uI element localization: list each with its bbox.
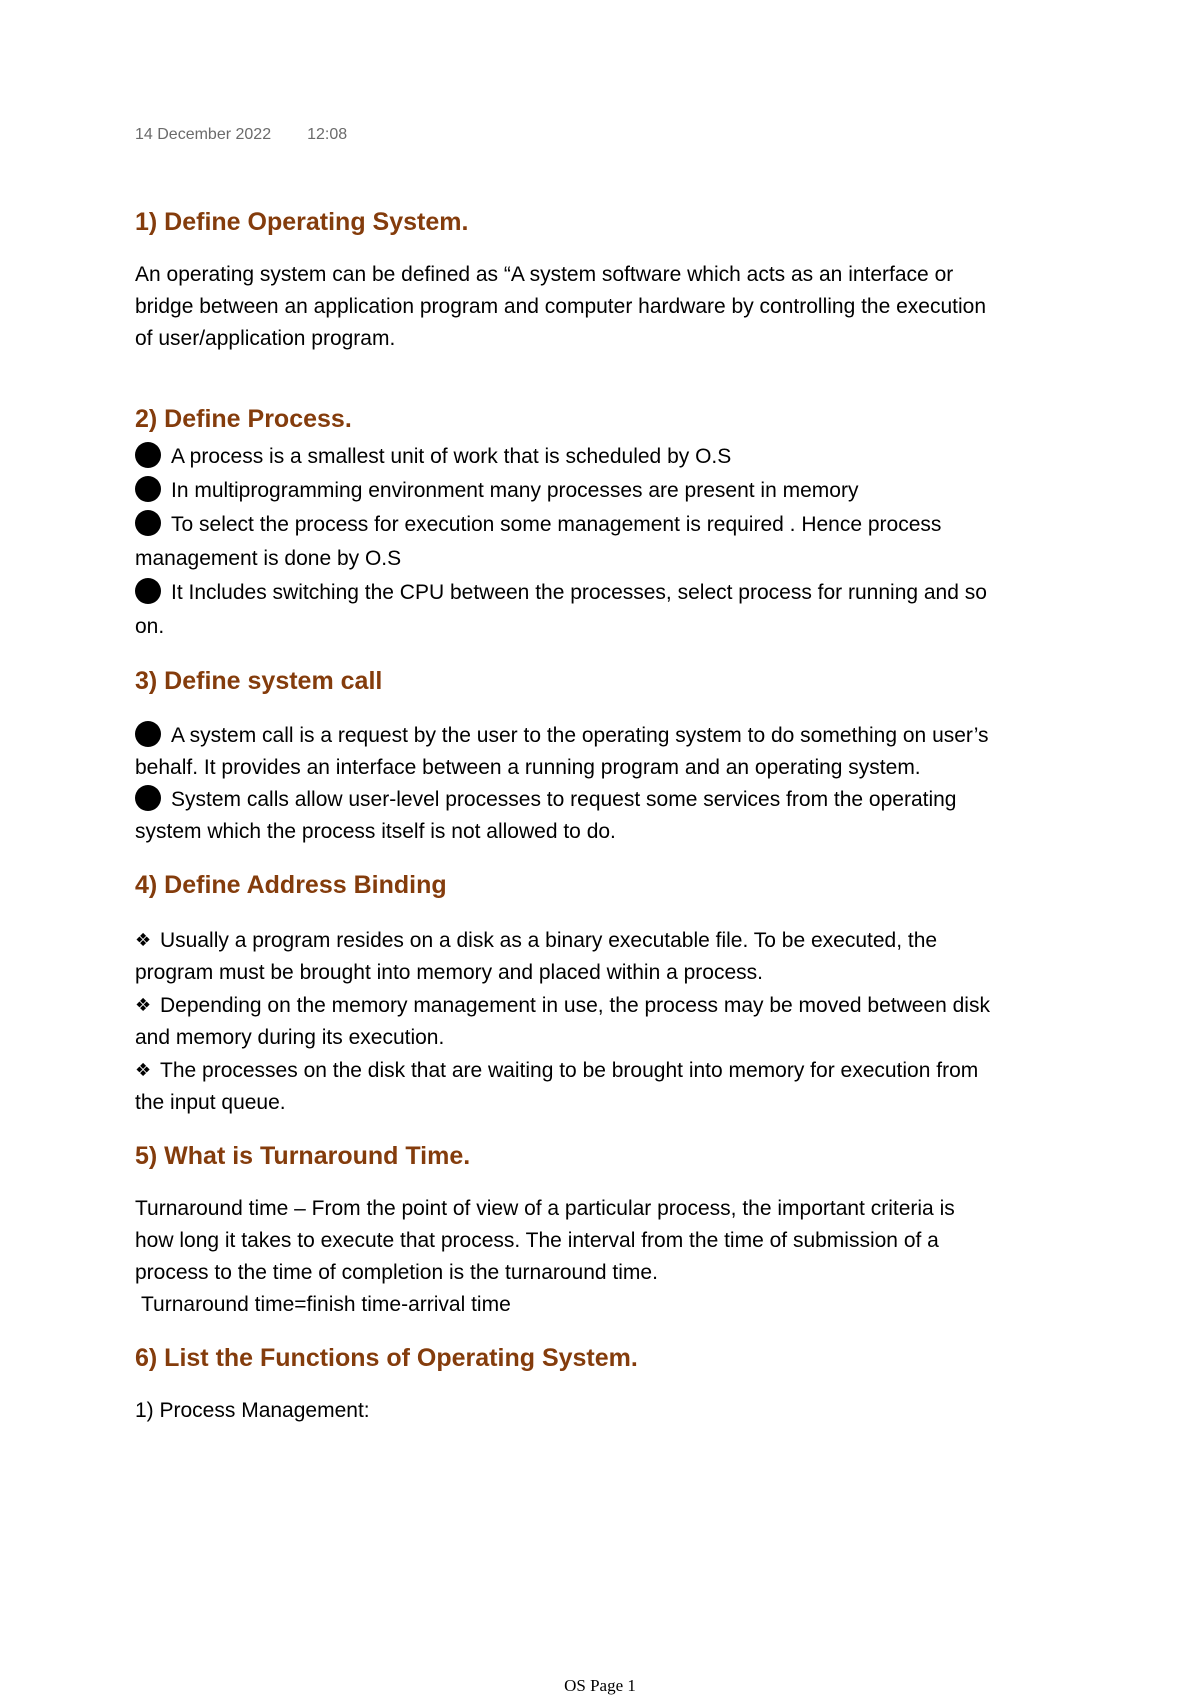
bullet-dot-icon (135, 476, 161, 502)
heading-define-process: 2) Define Process. (135, 405, 352, 433)
note-date: 14 December 2022 (135, 126, 272, 143)
diamond-bullet-icon: ❖ (135, 930, 152, 950)
address-binding-bullet-3: ❖ The processes on the disk that are waiting to be brought into memory for execution from the input queue. (135, 1054, 995, 1119)
process-bullet-2: In multiprogramming environment many processes are present in memory (135, 474, 995, 508)
paragraph-os-definition: An operating system can be defined as “A system software which acts as an interface or bridge between an application program and computer hardware by controlling the execution of user/application program. (135, 263, 987, 350)
system-call-bullet-2: System calls allow user-level processes to request some services from the operating system which the process itself is not allowed to do. (135, 784, 995, 848)
document-content (135, 205, 995, 1427)
bullet-dot-icon (135, 442, 161, 468)
heading-define-system-call: 3) Define system call (135, 667, 383, 695)
heading-turnaround-time: 5) What is Turnaround Time. (135, 1142, 471, 1170)
heading-define-address-binding: 4) Define Address Binding (135, 871, 447, 899)
process-bullet-1: A process is a smallest unit of work that is scheduled by O.S (135, 440, 995, 474)
process-bullet-4: It Includes switching the CPU between the processes, select process for running and so on. (135, 576, 995, 644)
function-item-process-management: 1) Process Management: (135, 1399, 370, 1422)
note-timestamp (135, 126, 347, 144)
bullet-dot-icon (135, 510, 161, 536)
heading-functions-of-os: 6) List the Functions of Operating System. (135, 1344, 638, 1372)
system-call-bullet-1: A system call is a request by the user to the operating system to do something on user’s behalf. It provides an interface between a running program and an operating system. (135, 720, 995, 784)
paragraph-turnaround-time: Turnaround time – From the point of view of a particular process, the important criteria is how long it takes to execute that process. The interval from the time of submission of a process to the time of completion is the turnaround time. (135, 1197, 955, 1284)
address-binding-bullet-1: ❖ Usually a program resides on a disk as a binary executable file. To be executed, the program must be brought into memory and placed within a process. (135, 924, 995, 989)
note-time: 12:08 (307, 126, 348, 143)
page-footer: OS Page 1 (564, 1676, 636, 1695)
diamond-bullet-icon: ❖ (135, 995, 152, 1015)
heading-define-operating-system: 1) Define Operating System. (135, 208, 469, 236)
turnaround-formula: Turnaround time=finish time-arrival time (141, 1293, 511, 1316)
process-bullet-3: To select the process for execution some management is required . Hence process management is done by O.S (135, 508, 995, 576)
bullet-dot-icon (135, 785, 161, 811)
bullet-dot-icon (135, 721, 161, 747)
bullet-dot-icon (135, 578, 161, 604)
address-binding-bullet-2: ❖ Depending on the memory management in use, the process may be moved between disk and memory during its execution. (135, 989, 995, 1054)
diamond-bullet-icon: ❖ (135, 1060, 152, 1080)
